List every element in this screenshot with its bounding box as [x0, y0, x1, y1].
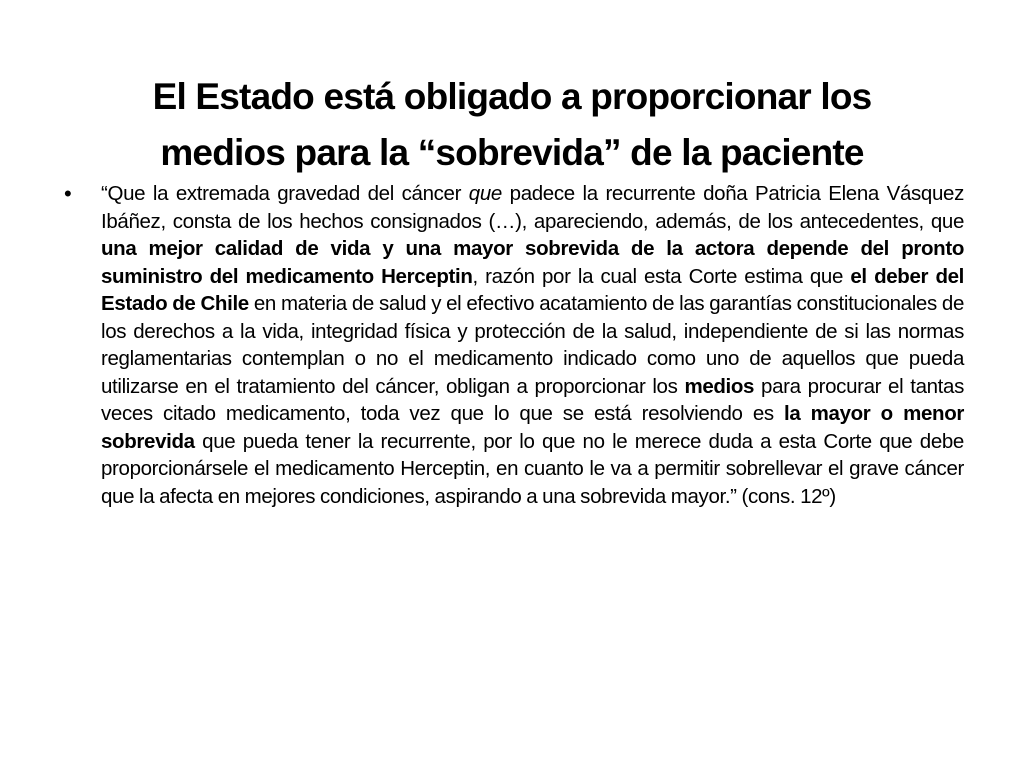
quote-text-segment: “Que la extremada gravedad del cáncer — [101, 182, 469, 205]
slide-title — [60, 69, 964, 181]
quote-text-segment: , razón por la cual esta Corte estima que — [472, 264, 851, 288]
quote-text-segment: en materia de salud y el efectivo acatamiento de las garantías constitucionales de los derechos a la vida, integridad física y protección de la salud, independiente de si las normas reglamentarias contemplan o no el medicamento indicado como uno de aquellos que pueda utilizarse en el tratamiento del cáncer, obligan a proporcionar los — [101, 292, 964, 398]
quote-text-segment: para procurar el tantas veces citado medicamento, toda vez que lo que se está resolviendo es — [101, 374, 964, 425]
slide-title-line-1: El Estado está obligado a proporcionar los — [152, 75, 872, 117]
quote-italic-segment: que — [468, 182, 502, 205]
slide-title-line-2: medios para la “sobrevida” de la paciente — [160, 131, 864, 173]
quote-bold-segment: una mejor calidad de vida y una mayor sobrevida de la actora depende del pronto suministro del medicamento Herceptin — [101, 237, 964, 288]
quote-bold-segment: la mayor o menor sobrevida — [101, 402, 964, 453]
quote-text-segment: que pueda tener la recurrente, por lo que no le merece duda a esta Corte que debe proporcionársele el medicamento Herceptin, en cuanto le va a permitir sobrellevar el grave cáncer que la afecta en mejores condiciones, aspirando a una sobrevida mayor.” (cons. 12º) — [101, 429, 964, 508]
quote-bold-segment: medios — [684, 374, 755, 398]
quote-bold-segment: el deber del Estado de Chile — [101, 264, 965, 315]
bullet-list — [60, 180, 964, 510]
bullet-marker: • — [64, 181, 72, 206]
bullet-item — [60, 180, 964, 510]
quote-text-segment: padece la recurrente doña Patricia Elena Vásquez Ibáñez, consta de los hechos consignados (…), apareciendo, además, de los antecedentes, que — [101, 182, 964, 233]
quote-paragraph — [101, 180, 964, 510]
